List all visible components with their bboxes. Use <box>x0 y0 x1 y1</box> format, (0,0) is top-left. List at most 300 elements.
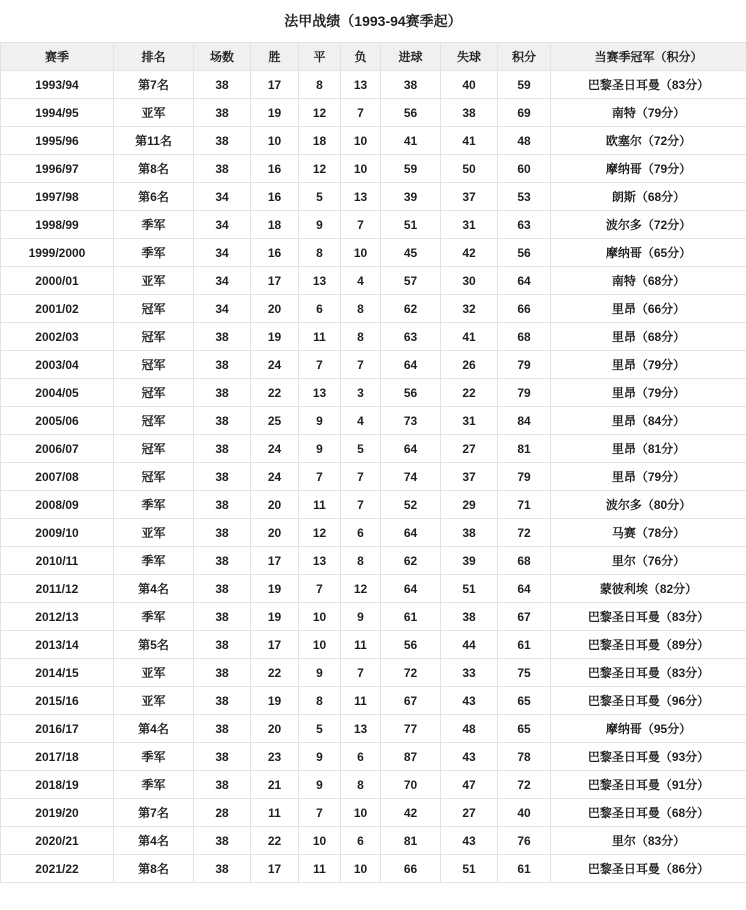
cell-goals_for: 61 <box>381 603 441 631</box>
cell-goals_against: 48 <box>441 715 498 743</box>
cell-won: 22 <box>251 659 299 687</box>
cell-season: 2013/14 <box>1 631 114 659</box>
cell-season: 2004/05 <box>1 379 114 407</box>
cell-goals_for: 64 <box>381 519 441 547</box>
cell-season: 1993/94 <box>1 71 114 99</box>
cell-points: 69 <box>498 99 551 127</box>
cell-played: 34 <box>194 239 251 267</box>
cell-drawn: 10 <box>299 827 341 855</box>
cell-drawn: 7 <box>299 351 341 379</box>
cell-played: 38 <box>194 631 251 659</box>
table-row <box>1 379 746 407</box>
cell-won: 20 <box>251 295 299 323</box>
cell-drawn: 8 <box>299 687 341 715</box>
cell-lost: 10 <box>341 239 381 267</box>
cell-champion: 摩纳哥（95分） <box>551 715 746 743</box>
cell-won: 19 <box>251 575 299 603</box>
cell-lost: 9 <box>341 603 381 631</box>
table-row <box>1 267 746 295</box>
cell-lost: 8 <box>341 295 381 323</box>
cell-played: 38 <box>194 71 251 99</box>
table-row <box>1 351 746 379</box>
cell-champion: 蒙彼利埃（82分） <box>551 575 746 603</box>
cell-goals_against: 50 <box>441 155 498 183</box>
cell-champion: 马赛（78分） <box>551 519 746 547</box>
column-header-points: 积分 <box>498 43 551 71</box>
table-row <box>1 519 746 547</box>
cell-goals_for: 66 <box>381 855 441 883</box>
cell-drawn: 6 <box>299 295 341 323</box>
cell-won: 17 <box>251 71 299 99</box>
cell-played: 38 <box>194 687 251 715</box>
table-row <box>1 575 746 603</box>
table-row <box>1 743 746 771</box>
cell-lost: 6 <box>341 519 381 547</box>
cell-goals_against: 32 <box>441 295 498 323</box>
cell-season: 2006/07 <box>1 435 114 463</box>
cell-played: 38 <box>194 575 251 603</box>
cell-lost: 4 <box>341 407 381 435</box>
cell-drawn: 11 <box>299 491 341 519</box>
cell-champion: 巴黎圣日耳曼（83分） <box>551 659 746 687</box>
cell-season: 2015/16 <box>1 687 114 715</box>
cell-lost: 7 <box>341 491 381 519</box>
cell-goals_against: 39 <box>441 547 498 575</box>
cell-drawn: 9 <box>299 435 341 463</box>
cell-won: 22 <box>251 379 299 407</box>
cell-lost: 7 <box>341 99 381 127</box>
cell-champion: 里昂（79分） <box>551 379 746 407</box>
cell-points: 61 <box>498 855 551 883</box>
cell-rank: 冠军 <box>114 379 194 407</box>
cell-drawn: 18 <box>299 127 341 155</box>
column-header-played: 场数 <box>194 43 251 71</box>
cell-rank: 第7名 <box>114 799 194 827</box>
cell-champion: 摩纳哥（79分） <box>551 155 746 183</box>
cell-lost: 7 <box>341 211 381 239</box>
cell-won: 18 <box>251 211 299 239</box>
cell-points: 84 <box>498 407 551 435</box>
cell-champion: 南特（79分） <box>551 99 746 127</box>
cell-drawn: 12 <box>299 155 341 183</box>
cell-rank: 季军 <box>114 603 194 631</box>
cell-won: 16 <box>251 183 299 211</box>
cell-lost: 4 <box>341 267 381 295</box>
table-row <box>1 491 746 519</box>
column-header-drawn: 平 <box>299 43 341 71</box>
cell-goals_for: 45 <box>381 239 441 267</box>
cell-lost: 13 <box>341 715 381 743</box>
cell-points: 40 <box>498 799 551 827</box>
cell-goals_for: 42 <box>381 799 441 827</box>
cell-rank: 第7名 <box>114 71 194 99</box>
cell-played: 38 <box>194 435 251 463</box>
cell-drawn: 12 <box>299 519 341 547</box>
cell-champion: 巴黎圣日耳曼（93分） <box>551 743 746 771</box>
cell-rank: 第5名 <box>114 631 194 659</box>
cell-goals_against: 40 <box>441 71 498 99</box>
cell-played: 38 <box>194 715 251 743</box>
cell-played: 38 <box>194 603 251 631</box>
cell-season: 2005/06 <box>1 407 114 435</box>
cell-goals_against: 27 <box>441 799 498 827</box>
cell-lost: 8 <box>341 323 381 351</box>
cell-played: 28 <box>194 799 251 827</box>
cell-goals_for: 56 <box>381 631 441 659</box>
cell-rank: 第6名 <box>114 183 194 211</box>
column-header-rank: 排名 <box>114 43 194 71</box>
cell-drawn: 11 <box>299 855 341 883</box>
cell-season: 2003/04 <box>1 351 114 379</box>
cell-points: 79 <box>498 379 551 407</box>
cell-goals_against: 51 <box>441 855 498 883</box>
cell-points: 68 <box>498 323 551 351</box>
table-row <box>1 127 746 155</box>
cell-played: 34 <box>194 267 251 295</box>
cell-season: 2021/22 <box>1 855 114 883</box>
cell-rank: 冠军 <box>114 407 194 435</box>
cell-champion: 里昂（66分） <box>551 295 746 323</box>
cell-rank: 冠军 <box>114 351 194 379</box>
cell-champion: 里昂（81分） <box>551 435 746 463</box>
cell-points: 76 <box>498 827 551 855</box>
cell-points: 65 <box>498 715 551 743</box>
cell-drawn: 13 <box>299 379 341 407</box>
cell-lost: 11 <box>341 687 381 715</box>
cell-goals_against: 43 <box>441 743 498 771</box>
column-header-champion: 当赛季冠军（积分） <box>551 43 746 71</box>
cell-points: 56 <box>498 239 551 267</box>
cell-played: 38 <box>194 547 251 575</box>
cell-rank: 亚军 <box>114 99 194 127</box>
cell-champion: 波尔多（80分） <box>551 491 746 519</box>
cell-played: 34 <box>194 183 251 211</box>
cell-points: 72 <box>498 519 551 547</box>
cell-goals_for: 72 <box>381 659 441 687</box>
table-row <box>1 239 746 267</box>
cell-won: 20 <box>251 715 299 743</box>
cell-drawn: 5 <box>299 715 341 743</box>
table-row <box>1 295 746 323</box>
cell-drawn: 10 <box>299 603 341 631</box>
column-header-goals_for: 进球 <box>381 43 441 71</box>
cell-goals_for: 87 <box>381 743 441 771</box>
table-row <box>1 323 746 351</box>
cell-drawn: 5 <box>299 183 341 211</box>
cell-points: 79 <box>498 463 551 491</box>
cell-champion: 里昂（79分） <box>551 351 746 379</box>
cell-played: 38 <box>194 351 251 379</box>
cell-points: 61 <box>498 631 551 659</box>
cell-goals_against: 42 <box>441 239 498 267</box>
cell-season: 2018/19 <box>1 771 114 799</box>
cell-season: 2008/09 <box>1 491 114 519</box>
cell-points: 67 <box>498 603 551 631</box>
cell-champion: 里尔（83分） <box>551 827 746 855</box>
cell-drawn: 9 <box>299 407 341 435</box>
cell-points: 53 <box>498 183 551 211</box>
cell-lost: 7 <box>341 463 381 491</box>
table-body <box>1 71 746 883</box>
cell-played: 38 <box>194 155 251 183</box>
cell-lost: 7 <box>341 351 381 379</box>
cell-season: 1995/96 <box>1 127 114 155</box>
cell-won: 17 <box>251 631 299 659</box>
cell-goals_for: 74 <box>381 463 441 491</box>
cell-season: 2020/21 <box>1 827 114 855</box>
cell-season: 2010/11 <box>1 547 114 575</box>
cell-season: 2014/15 <box>1 659 114 687</box>
cell-rank: 冠军 <box>114 295 194 323</box>
cell-goals_for: 56 <box>381 99 441 127</box>
cell-won: 23 <box>251 743 299 771</box>
table-row <box>1 547 746 575</box>
cell-played: 38 <box>194 127 251 155</box>
cell-rank: 季军 <box>114 211 194 239</box>
cell-points: 66 <box>498 295 551 323</box>
cell-played: 38 <box>194 827 251 855</box>
table-row <box>1 435 746 463</box>
cell-rank: 第8名 <box>114 155 194 183</box>
cell-points: 64 <box>498 575 551 603</box>
league-results-table <box>0 42 746 883</box>
cell-champion: 巴黎圣日耳曼（83分） <box>551 71 746 99</box>
cell-lost: 13 <box>341 71 381 99</box>
cell-points: 65 <box>498 687 551 715</box>
cell-drawn: 12 <box>299 99 341 127</box>
cell-goals_for: 62 <box>381 547 441 575</box>
cell-played: 38 <box>194 771 251 799</box>
cell-goals_for: 62 <box>381 295 441 323</box>
cell-season: 1998/99 <box>1 211 114 239</box>
cell-played: 38 <box>194 855 251 883</box>
cell-points: 71 <box>498 491 551 519</box>
table-row <box>1 631 746 659</box>
cell-won: 19 <box>251 99 299 127</box>
cell-won: 20 <box>251 491 299 519</box>
cell-champion: 南特（68分） <box>551 267 746 295</box>
cell-played: 38 <box>194 743 251 771</box>
cell-won: 11 <box>251 799 299 827</box>
cell-goals_for: 63 <box>381 323 441 351</box>
cell-drawn: 8 <box>299 239 341 267</box>
header-row <box>1 43 746 71</box>
cell-drawn: 9 <box>299 211 341 239</box>
cell-season: 2017/18 <box>1 743 114 771</box>
cell-drawn: 7 <box>299 463 341 491</box>
column-header-won: 胜 <box>251 43 299 71</box>
cell-lost: 10 <box>341 799 381 827</box>
cell-won: 17 <box>251 267 299 295</box>
cell-lost: 8 <box>341 771 381 799</box>
cell-season: 2012/13 <box>1 603 114 631</box>
column-header-lost: 负 <box>341 43 381 71</box>
cell-played: 34 <box>194 211 251 239</box>
cell-lost: 6 <box>341 827 381 855</box>
cell-goals_for: 39 <box>381 183 441 211</box>
cell-champion: 巴黎圣日耳曼（86分） <box>551 855 746 883</box>
cell-season: 2009/10 <box>1 519 114 547</box>
cell-drawn: 13 <box>299 267 341 295</box>
cell-lost: 13 <box>341 183 381 211</box>
cell-goals_against: 51 <box>441 575 498 603</box>
column-header-goals_against: 失球 <box>441 43 498 71</box>
cell-won: 19 <box>251 603 299 631</box>
cell-lost: 10 <box>341 155 381 183</box>
cell-drawn: 8 <box>299 71 341 99</box>
cell-played: 38 <box>194 407 251 435</box>
cell-goals_against: 38 <box>441 603 498 631</box>
cell-played: 38 <box>194 379 251 407</box>
cell-champion: 巴黎圣日耳曼（91分） <box>551 771 746 799</box>
cell-season: 1994/95 <box>1 99 114 127</box>
cell-goals_against: 30 <box>441 267 498 295</box>
cell-goals_against: 37 <box>441 463 498 491</box>
cell-won: 25 <box>251 407 299 435</box>
cell-champion: 巴黎圣日耳曼（96分） <box>551 687 746 715</box>
cell-won: 19 <box>251 687 299 715</box>
cell-season: 2000/01 <box>1 267 114 295</box>
cell-goals_for: 41 <box>381 127 441 155</box>
table-row <box>1 183 746 211</box>
table-row <box>1 855 746 883</box>
cell-lost: 11 <box>341 631 381 659</box>
cell-drawn: 9 <box>299 771 341 799</box>
cell-goals_against: 29 <box>441 491 498 519</box>
cell-goals_for: 64 <box>381 435 441 463</box>
cell-goals_against: 31 <box>441 407 498 435</box>
cell-points: 59 <box>498 71 551 99</box>
cell-goals_for: 56 <box>381 379 441 407</box>
cell-rank: 季军 <box>114 547 194 575</box>
cell-goals_against: 43 <box>441 687 498 715</box>
cell-goals_for: 52 <box>381 491 441 519</box>
cell-champion: 里昂（68分） <box>551 323 746 351</box>
cell-played: 38 <box>194 659 251 687</box>
cell-goals_against: 43 <box>441 827 498 855</box>
cell-rank: 第11名 <box>114 127 194 155</box>
cell-goals_for: 38 <box>381 71 441 99</box>
cell-points: 72 <box>498 771 551 799</box>
cell-goals_against: 41 <box>441 323 498 351</box>
table-row <box>1 407 746 435</box>
cell-champion: 巴黎圣日耳曼（68分） <box>551 799 746 827</box>
cell-champion: 巴黎圣日耳曼（89分） <box>551 631 746 659</box>
table-row <box>1 99 746 127</box>
table-title-bar <box>0 0 746 42</box>
cell-won: 21 <box>251 771 299 799</box>
cell-rank: 第4名 <box>114 715 194 743</box>
cell-won: 24 <box>251 435 299 463</box>
cell-rank: 季军 <box>114 491 194 519</box>
cell-won: 19 <box>251 323 299 351</box>
cell-season: 2002/03 <box>1 323 114 351</box>
cell-rank: 亚军 <box>114 659 194 687</box>
cell-goals_for: 51 <box>381 211 441 239</box>
cell-rank: 亚军 <box>114 687 194 715</box>
cell-played: 38 <box>194 463 251 491</box>
cell-goals_for: 77 <box>381 715 441 743</box>
table-row <box>1 799 746 827</box>
table-row <box>1 211 746 239</box>
cell-played: 38 <box>194 99 251 127</box>
cell-goals_against: 38 <box>441 519 498 547</box>
cell-lost: 8 <box>341 547 381 575</box>
column-header-season: 赛季 <box>1 43 114 71</box>
cell-season: 1999/2000 <box>1 239 114 267</box>
cell-champion: 里昂（79分） <box>551 463 746 491</box>
cell-goals_against: 41 <box>441 127 498 155</box>
cell-lost: 12 <box>341 575 381 603</box>
cell-won: 24 <box>251 463 299 491</box>
cell-drawn: 7 <box>299 799 341 827</box>
cell-goals_for: 64 <box>381 351 441 379</box>
cell-points: 79 <box>498 351 551 379</box>
cell-rank: 冠军 <box>114 435 194 463</box>
cell-lost: 7 <box>341 659 381 687</box>
cell-goals_against: 37 <box>441 183 498 211</box>
cell-goals_for: 73 <box>381 407 441 435</box>
cell-season: 2007/08 <box>1 463 114 491</box>
cell-points: 68 <box>498 547 551 575</box>
cell-champion: 欧塞尔（72分） <box>551 127 746 155</box>
cell-rank: 亚军 <box>114 519 194 547</box>
cell-rank: 冠军 <box>114 463 194 491</box>
cell-won: 16 <box>251 239 299 267</box>
cell-champion: 波尔多（72分） <box>551 211 746 239</box>
cell-won: 22 <box>251 827 299 855</box>
cell-goals_against: 38 <box>441 99 498 127</box>
cell-season: 2016/17 <box>1 715 114 743</box>
cell-goals_against: 26 <box>441 351 498 379</box>
table-row <box>1 155 746 183</box>
cell-won: 24 <box>251 351 299 379</box>
cell-won: 16 <box>251 155 299 183</box>
cell-points: 63 <box>498 211 551 239</box>
cell-goals_against: 31 <box>441 211 498 239</box>
cell-lost: 6 <box>341 743 381 771</box>
cell-won: 10 <box>251 127 299 155</box>
cell-champion: 里昂（84分） <box>551 407 746 435</box>
cell-drawn: 13 <box>299 547 341 575</box>
cell-goals_against: 47 <box>441 771 498 799</box>
table-row <box>1 463 746 491</box>
cell-played: 38 <box>194 519 251 547</box>
cell-won: 17 <box>251 855 299 883</box>
cell-goals_for: 67 <box>381 687 441 715</box>
cell-points: 75 <box>498 659 551 687</box>
table-row <box>1 603 746 631</box>
table-row <box>1 715 746 743</box>
cell-lost: 10 <box>341 855 381 883</box>
cell-goals_against: 44 <box>441 631 498 659</box>
cell-lost: 10 <box>341 127 381 155</box>
cell-goals_for: 57 <box>381 267 441 295</box>
cell-champion: 摩纳哥（65分） <box>551 239 746 267</box>
cell-rank: 第8名 <box>114 855 194 883</box>
cell-goals_for: 59 <box>381 155 441 183</box>
cell-season: 1996/97 <box>1 155 114 183</box>
cell-season: 1997/98 <box>1 183 114 211</box>
page-title: 法甲战绩（1993-94赛季起） <box>284 13 462 29</box>
cell-rank: 第4名 <box>114 575 194 603</box>
cell-rank: 季军 <box>114 239 194 267</box>
cell-drawn: 9 <box>299 659 341 687</box>
cell-rank: 亚军 <box>114 267 194 295</box>
table-row <box>1 71 746 99</box>
cell-rank: 季军 <box>114 743 194 771</box>
table-row <box>1 659 746 687</box>
